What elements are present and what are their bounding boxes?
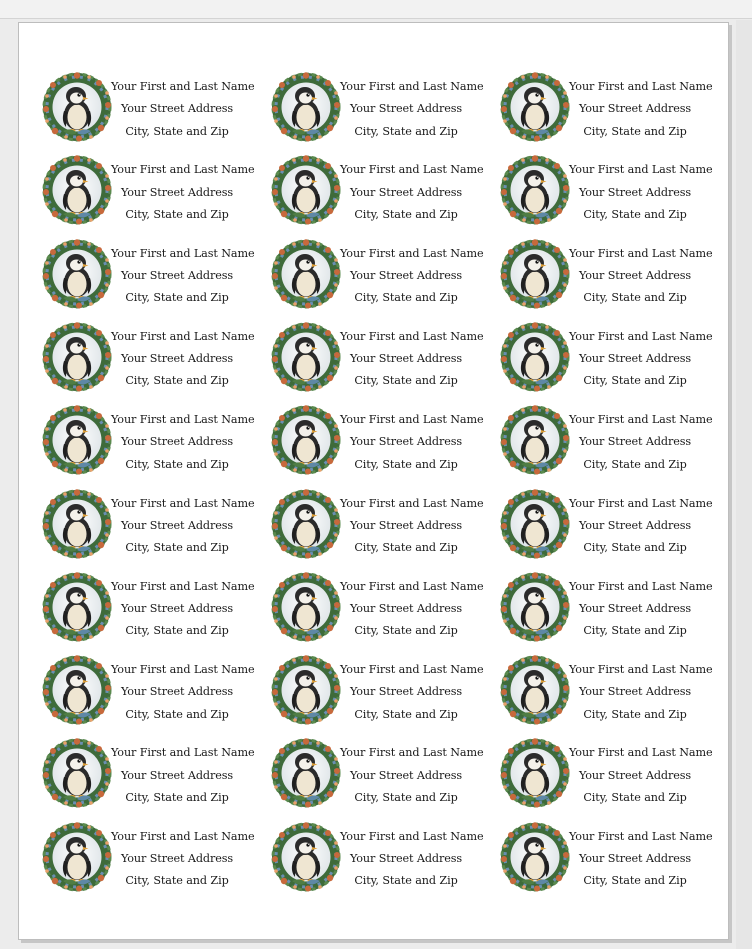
label-name-line: Your First and Last Name <box>569 663 713 677</box>
label-city-line: City, State and Zip <box>583 124 687 138</box>
address-text-block <box>569 76 713 143</box>
penguin-floral-wreath-icon <box>270 821 342 893</box>
address-label <box>41 488 263 571</box>
address-label <box>41 238 263 321</box>
address-label <box>270 404 492 487</box>
penguin-floral-wreath-icon <box>270 737 342 809</box>
window-top-bar <box>0 0 752 19</box>
label-street-line: Your Street Address <box>120 768 233 782</box>
label-city-line: City, State and Zip <box>354 457 458 471</box>
label-name-line: Your First and Last Name <box>340 329 484 343</box>
penguin-floral-wreath-icon <box>499 571 571 643</box>
label-street-line: Your Street Address <box>349 851 462 865</box>
label-city-line: City, State and Zip <box>354 124 458 138</box>
address-text-block <box>111 243 255 310</box>
label-city-line: City, State and Zip <box>354 541 458 555</box>
penguin-floral-wreath-icon <box>41 654 113 726</box>
label-city-line: City, State and Zip <box>583 707 687 721</box>
label-street-line: Your Street Address <box>578 352 691 366</box>
penguin-floral-wreath-icon <box>41 321 113 393</box>
address-label <box>270 737 492 820</box>
address-label <box>499 737 721 820</box>
address-label <box>41 654 263 737</box>
address-text-block <box>340 243 484 310</box>
label-street-line: Your Street Address <box>120 435 233 449</box>
penguin-floral-wreath-icon <box>270 571 342 643</box>
label-city-line: City, State and Zip <box>125 624 229 638</box>
label-city-line: City, State and Zip <box>354 374 458 388</box>
label-name-line: Your First and Last Name <box>340 829 484 843</box>
address-label <box>499 238 721 321</box>
label-name-line: Your First and Last Name <box>340 579 484 593</box>
address-text-block <box>340 659 484 726</box>
label-street-line: Your Street Address <box>578 268 691 282</box>
label-name-line: Your First and Last Name <box>111 829 255 843</box>
label-name-line: Your First and Last Name <box>569 746 713 760</box>
address-text-block <box>111 159 255 226</box>
label-name-line: Your First and Last Name <box>569 829 713 843</box>
penguin-wreath-badge <box>270 571 342 643</box>
label-city-line: City, State and Zip <box>583 624 687 638</box>
penguin-floral-wreath-icon <box>41 571 113 643</box>
label-name-line: Your First and Last Name <box>111 329 255 343</box>
scroll-rail[interactable] <box>736 20 752 949</box>
address-text-block <box>569 742 713 809</box>
penguin-wreath-badge <box>499 238 571 310</box>
label-name-line: Your First and Last Name <box>569 579 713 593</box>
penguin-wreath-badge <box>270 654 342 726</box>
penguin-floral-wreath-icon <box>499 154 571 226</box>
label-name-line: Your First and Last Name <box>111 246 255 260</box>
label-name-line: Your First and Last Name <box>569 163 713 177</box>
penguin-floral-wreath-icon <box>41 404 113 476</box>
label-city-line: City, State and Zip <box>354 624 458 638</box>
label-name-line: Your First and Last Name <box>340 496 484 510</box>
label-city-line: City, State and Zip <box>354 707 458 721</box>
address-label <box>41 737 263 820</box>
label-street-line: Your Street Address <box>120 518 233 532</box>
address-text-block <box>569 659 713 726</box>
penguin-wreath-badge <box>270 737 342 809</box>
label-name-line: Your First and Last Name <box>569 80 713 93</box>
penguin-wreath-badge <box>41 737 113 809</box>
label-city-line: City, State and Zip <box>583 291 687 305</box>
label-city-line: City, State and Zip <box>125 457 229 471</box>
penguin-floral-wreath-icon <box>41 154 113 226</box>
label-street-line: Your Street Address <box>349 435 462 449</box>
label-street-line: Your Street Address <box>578 185 691 199</box>
penguin-wreath-badge <box>41 404 113 476</box>
address-text-block <box>111 493 255 560</box>
label-street-line: Your Street Address <box>578 435 691 449</box>
label-street-line: Your Street Address <box>349 352 462 366</box>
penguin-wreath-badge <box>270 154 342 226</box>
label-street-line: Your Street Address <box>120 352 233 366</box>
label-city-line: City, State and Zip <box>354 790 458 804</box>
address-text-block <box>340 159 484 226</box>
address-text-block <box>340 76 484 143</box>
label-name-line: Your First and Last Name <box>340 746 484 760</box>
penguin-wreath-badge <box>270 238 342 310</box>
label-street-line: Your Street Address <box>349 185 462 199</box>
label-street-line: Your Street Address <box>349 102 462 116</box>
address-text-block <box>569 159 713 226</box>
penguin-floral-wreath-icon <box>270 154 342 226</box>
penguin-floral-wreath-icon <box>41 488 113 560</box>
label-street-line: Your Street Address <box>578 768 691 782</box>
address-text-block <box>340 826 484 893</box>
address-text-block <box>569 826 713 893</box>
address-text-block <box>569 409 713 476</box>
address-label <box>41 404 263 487</box>
address-label <box>499 654 721 737</box>
label-city-line: City, State and Zip <box>125 207 229 221</box>
address-text-block <box>111 326 255 393</box>
label-street-line: Your Street Address <box>120 185 233 199</box>
penguin-wreath-badge <box>499 821 571 893</box>
address-label <box>270 321 492 404</box>
penguin-wreath-badge <box>41 571 113 643</box>
address-label <box>270 821 492 904</box>
label-name-line: Your First and Last Name <box>111 579 255 593</box>
penguin-floral-wreath-icon <box>499 321 571 393</box>
label-name-line: Your First and Last Name <box>569 496 713 510</box>
label-city-line: City, State and Zip <box>583 541 687 555</box>
label-name-line: Your First and Last Name <box>569 329 713 343</box>
label-city-line: City, State and Zip <box>583 790 687 804</box>
penguin-wreath-badge <box>499 488 571 560</box>
address-label <box>41 154 263 237</box>
label-street-line: Your Street Address <box>349 268 462 282</box>
address-label <box>270 654 492 737</box>
penguin-wreath-badge <box>499 654 571 726</box>
label-city-line: City, State and Zip <box>125 541 229 555</box>
label-name-line: Your First and Last Name <box>340 80 484 93</box>
label-street-line: Your Street Address <box>120 685 233 699</box>
label-city-line: City, State and Zip <box>583 874 687 888</box>
penguin-wreath-badge <box>270 404 342 476</box>
penguin-wreath-badge <box>499 571 571 643</box>
label-city-line: City, State and Zip <box>125 874 229 888</box>
penguin-floral-wreath-icon <box>499 404 571 476</box>
address-label <box>270 571 492 654</box>
label-name-line: Your First and Last Name <box>340 413 484 427</box>
label-city-line: City, State and Zip <box>354 291 458 305</box>
label-name-line: Your First and Last Name <box>111 163 255 177</box>
penguin-wreath-badge <box>270 321 342 393</box>
label-sheet-page <box>18 22 729 940</box>
penguin-wreath-badge <box>270 488 342 560</box>
penguin-floral-wreath-icon <box>499 71 571 143</box>
label-city-line: City, State and Zip <box>125 374 229 388</box>
label-street-line: Your Street Address <box>349 518 462 532</box>
label-street-line: Your Street Address <box>120 102 233 116</box>
label-name-line: Your First and Last Name <box>340 663 484 677</box>
address-label <box>499 404 721 487</box>
penguin-floral-wreath-icon <box>270 321 342 393</box>
penguin-wreath-badge <box>41 238 113 310</box>
penguin-floral-wreath-icon <box>270 404 342 476</box>
label-city-line: City, State and Zip <box>354 207 458 221</box>
address-text-block <box>340 409 484 476</box>
address-text-block <box>340 326 484 393</box>
label-street-line: Your Street Address <box>120 268 233 282</box>
penguin-floral-wreath-icon <box>499 821 571 893</box>
label-street-line: Your Street Address <box>578 851 691 865</box>
label-city-line: City, State and Zip <box>125 124 229 138</box>
address-label <box>499 821 721 904</box>
label-name-line: Your First and Last Name <box>111 663 255 677</box>
address-text-block <box>340 576 484 643</box>
address-text-block <box>111 659 255 726</box>
label-name-line: Your First and Last Name <box>111 413 255 427</box>
penguin-wreath-badge <box>499 154 571 226</box>
label-name-line: Your First and Last Name <box>111 496 255 510</box>
label-street-line: Your Street Address <box>120 602 233 616</box>
address-label <box>270 71 492 154</box>
address-label <box>41 71 263 154</box>
address-label <box>499 71 721 154</box>
address-label <box>41 821 263 904</box>
label-city-line: City, State and Zip <box>354 874 458 888</box>
label-street-line: Your Street Address <box>349 768 462 782</box>
label-street-line: Your Street Address <box>349 685 462 699</box>
label-city-line: City, State and Zip <box>583 374 687 388</box>
address-text-block <box>569 576 713 643</box>
penguin-floral-wreath-icon <box>270 238 342 310</box>
label-street-line: Your Street Address <box>578 102 691 116</box>
label-name-line: Your First and Last Name <box>569 246 713 260</box>
address-text-block <box>340 742 484 809</box>
penguin-wreath-badge <box>41 654 113 726</box>
penguin-wreath-badge <box>499 737 571 809</box>
address-text-block <box>569 326 713 393</box>
address-text-block <box>111 576 255 643</box>
address-label <box>41 571 263 654</box>
penguin-wreath-badge <box>41 71 113 143</box>
label-name-line: Your First and Last Name <box>340 246 484 260</box>
penguin-floral-wreath-icon <box>499 488 571 560</box>
label-city-line: City, State and Zip <box>125 291 229 305</box>
address-text-block <box>111 826 255 893</box>
address-text-block <box>111 409 255 476</box>
penguin-wreath-badge <box>41 488 113 560</box>
label-city-line: City, State and Zip <box>583 457 687 471</box>
penguin-floral-wreath-icon <box>270 71 342 143</box>
label-street-line: Your Street Address <box>578 685 691 699</box>
label-name-line: Your First and Last Name <box>111 746 255 760</box>
penguin-wreath-badge <box>41 154 113 226</box>
penguin-wreath-badge <box>499 404 571 476</box>
penguin-floral-wreath-icon <box>270 488 342 560</box>
penguin-floral-wreath-icon <box>499 238 571 310</box>
label-street-line: Your Street Address <box>578 602 691 616</box>
address-text-block <box>569 243 713 310</box>
address-label <box>41 321 263 404</box>
penguin-floral-wreath-icon <box>41 71 113 143</box>
penguin-floral-wreath-icon <box>41 238 113 310</box>
address-text-block <box>569 493 713 560</box>
penguin-wreath-badge <box>41 821 113 893</box>
penguin-wreath-badge <box>270 821 342 893</box>
address-label <box>270 154 492 237</box>
address-label <box>499 321 721 404</box>
address-text-block <box>111 742 255 809</box>
penguin-wreath-badge <box>499 321 571 393</box>
address-label <box>270 238 492 321</box>
label-name-line: Your First and Last Name <box>111 80 255 93</box>
penguin-floral-wreath-icon <box>499 654 571 726</box>
penguin-floral-wreath-icon <box>270 654 342 726</box>
label-city-line: City, State and Zip <box>583 207 687 221</box>
label-city-line: City, State and Zip <box>125 790 229 804</box>
address-label <box>499 571 721 654</box>
penguin-floral-wreath-icon <box>499 737 571 809</box>
address-text-block <box>111 76 255 143</box>
address-label <box>499 488 721 571</box>
address-label <box>499 154 721 237</box>
label-name-line: Your First and Last Name <box>340 163 484 177</box>
label-street-line: Your Street Address <box>120 851 233 865</box>
address-label <box>270 488 492 571</box>
penguin-wreath-badge <box>41 321 113 393</box>
address-text-block <box>340 493 484 560</box>
label-city-line: City, State and Zip <box>125 707 229 721</box>
penguin-floral-wreath-icon <box>41 821 113 893</box>
label-street-line: Your Street Address <box>578 518 691 532</box>
penguin-floral-wreath-icon <box>41 737 113 809</box>
label-name-line: Your First and Last Name <box>569 413 713 427</box>
penguin-wreath-badge <box>499 71 571 143</box>
penguin-wreath-badge <box>270 71 342 143</box>
label-street-line: Your Street Address <box>349 602 462 616</box>
